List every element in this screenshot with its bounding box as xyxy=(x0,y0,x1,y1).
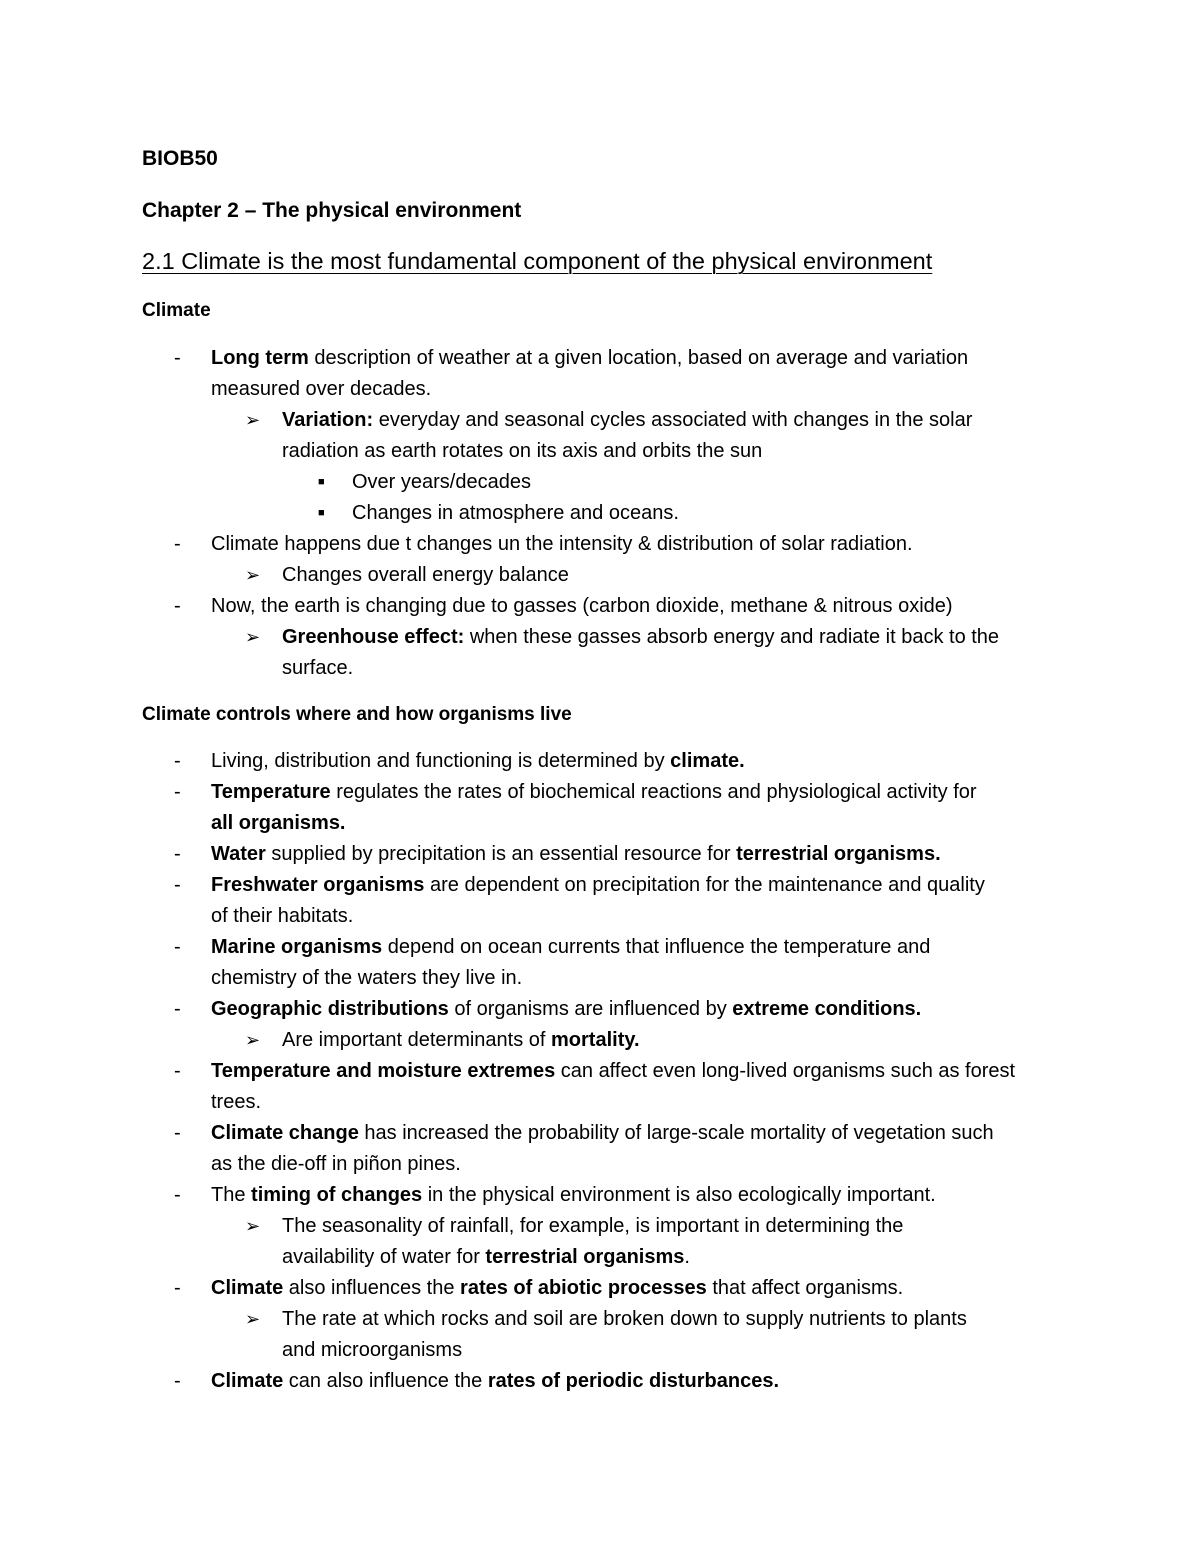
dash-marker: - xyxy=(174,998,181,1020)
dash-marker: - xyxy=(174,1277,181,1299)
list-item: Freshwater organisms are dependent on precipitation for the maintenance and quality xyxy=(211,874,985,896)
list-item-continuation: as the die-off in piñon pines. xyxy=(211,1153,461,1175)
dash-marker: - xyxy=(174,750,181,772)
dash-marker: - xyxy=(174,595,181,617)
list-item-continuation: all organisms. xyxy=(211,812,346,834)
sub-list-item: Are important determinants of mortality. xyxy=(282,1029,640,1051)
chapter-title: Chapter 2 – The physical environment xyxy=(142,199,522,222)
sub-sub-list-item: Changes in atmosphere and oceans. xyxy=(352,502,679,524)
sub-list-item: The rate at which rocks and soil are broken down to supply nutrients to plants xyxy=(282,1308,967,1330)
dash-marker: - xyxy=(174,781,181,803)
section-title: 2.1 Climate is the most fundamental component of the physical environment xyxy=(142,248,933,274)
list-item: Temperature and moisture extremes can affect even long-lived organisms such as forest xyxy=(211,1060,1016,1082)
list-item: Climate can also influence the rates of periodic disturbances. xyxy=(211,1370,780,1392)
dash-marker: - xyxy=(174,1184,181,1206)
arrow-bullet-icon: ➢ xyxy=(245,1216,261,1236)
list-item: Living, distribution and functioning is determined by climate. xyxy=(211,750,745,772)
list-item: Marine organisms depend on ocean currents that influence the temperature and xyxy=(211,936,931,958)
sub-list-item-continuation: surface. xyxy=(282,657,354,679)
dash-marker: - xyxy=(174,936,181,958)
list-item-continuation: of their habitats. xyxy=(211,905,354,927)
dash-marker: - xyxy=(174,843,181,865)
arrow-bullet-icon: ➢ xyxy=(245,1030,261,1050)
arrow-bullet-icon: ➢ xyxy=(245,565,261,585)
dash-marker: - xyxy=(174,874,181,896)
list-item: Temperature regulates the rates of biochemical reactions and physiological activity for xyxy=(211,781,977,803)
list-item: Long term description of weather at a given location, based on average and variation xyxy=(211,347,969,369)
arrow-bullet-icon: ➢ xyxy=(245,1309,261,1329)
dash-marker: - xyxy=(174,533,181,555)
sub-list-item: Variation: everyday and seasonal cycles associated with changes in the solar xyxy=(282,409,973,431)
list-item: The timing of changes in the physical environment is also ecologically important. xyxy=(211,1184,936,1206)
arrow-bullet-icon: ➢ xyxy=(245,627,261,647)
sub-sub-list-item: Over years/decades xyxy=(352,471,531,493)
list-item: Climate change has increased the probability of large-scale mortality of vegetation such xyxy=(211,1122,994,1144)
list-item-continuation: trees. xyxy=(211,1091,262,1113)
list-item: Now, the earth is changing due to gasses (carbon dioxide, methane & nitrous oxide) xyxy=(211,595,953,617)
square-bullet-icon: ■ xyxy=(318,476,325,488)
square-bullet-icon: ■ xyxy=(318,507,325,519)
sub-list-item-continuation: radiation as earth rotates on its axis and orbits the sun xyxy=(282,440,763,462)
list-item: Geographic distributions of organisms are influenced by extreme conditions. xyxy=(211,998,922,1020)
sub-list-item: Greenhouse effect: when these gasses absorb energy and radiate it back to the xyxy=(282,626,1000,648)
dash-marker: - xyxy=(174,347,181,369)
list-item: Water supplied by precipitation is an essential resource for terrestrial organisms. xyxy=(211,843,941,865)
sub-list-item: The seasonality of rainfall, for example, is important in determining the xyxy=(282,1215,904,1237)
list-item: Climate also influences the rates of abiotic processes that affect organisms. xyxy=(211,1277,904,1299)
sub-list-item-continuation: and microorganisms xyxy=(282,1339,463,1361)
heading-climate-controls: Climate controls where and how organisms live xyxy=(142,704,572,725)
dash-marker: - xyxy=(174,1370,181,1392)
sub-list-item-continuation: availability of water for terrestrial organisms. xyxy=(282,1246,690,1268)
list-item-continuation: chemistry of the waters they live in. xyxy=(211,967,523,989)
list-item-continuation: measured over decades. xyxy=(211,378,432,400)
dash-marker: - xyxy=(174,1060,181,1082)
sub-list-item: Changes overall energy balance xyxy=(282,564,569,586)
list-item: Climate happens due t changes un the intensity & distribution of solar radiation. xyxy=(211,533,913,555)
dash-marker: - xyxy=(174,1122,181,1144)
heading-climate: Climate xyxy=(142,300,211,321)
course-code: BIOB50 xyxy=(142,147,218,170)
arrow-bullet-icon: ➢ xyxy=(245,410,261,430)
